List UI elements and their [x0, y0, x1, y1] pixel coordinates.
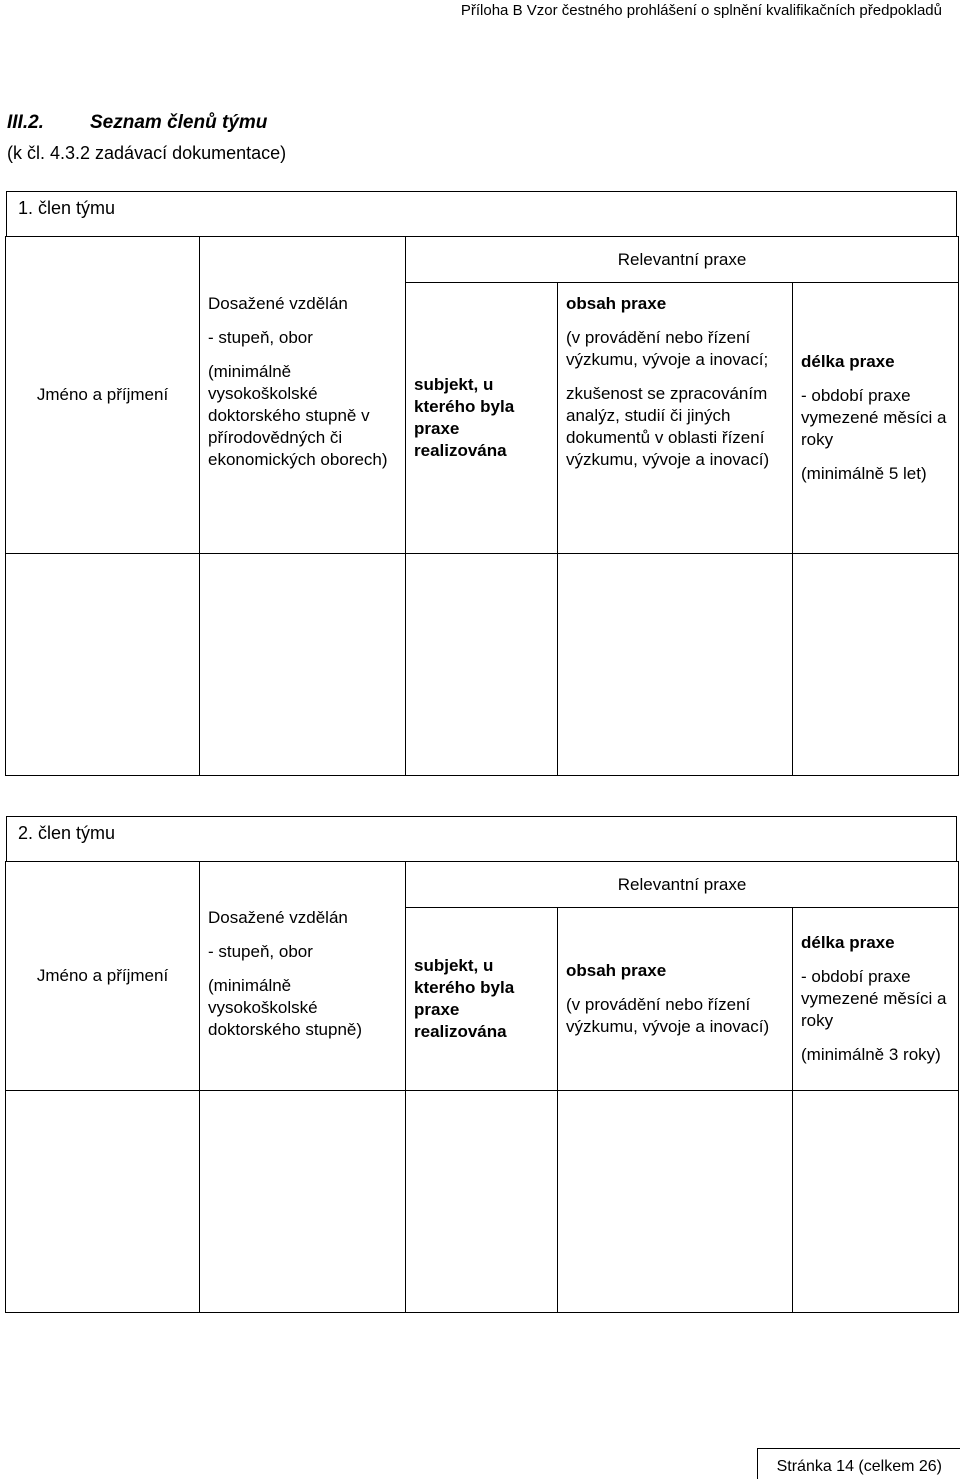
content-title: obsah praxe — [566, 294, 667, 313]
education-header-cell — [200, 908, 406, 1091]
education-header-cell — [200, 283, 406, 554]
length-header-cell — [793, 283, 959, 554]
subject-input-cell[interactable] — [406, 1091, 558, 1313]
subject-input-cell[interactable] — [406, 554, 558, 776]
length-header-cell — [793, 908, 959, 1091]
relevant-practice-label: Relevantní praxe — [617, 874, 747, 894]
length-note-2: (minimálně 3 roky) — [801, 1045, 941, 1064]
page-footer: Stránka 14 (celkem 26) — [776, 1458, 942, 1475]
subject-header-cell — [406, 908, 558, 1091]
length-note-2: (minimálně 5 let) — [801, 464, 927, 483]
name-label: Jméno a příjmení — [36, 966, 169, 985]
content-input-cell[interactable] — [558, 1091, 793, 1313]
name-header-cell — [6, 862, 200, 1091]
section-subtitle: (k čl. 4.3.2 zadávací dokumentace) — [7, 143, 287, 163]
content-note-1: (v provádění nebo řízení výzkumu, vývoje a inovací) — [566, 995, 770, 1036]
education-spacer-cell — [200, 237, 406, 283]
education-degree: - stupeň, obor — [208, 941, 313, 961]
relevant-practice-cell — [406, 237, 959, 283]
section-title: Seznam členů týmu — [90, 112, 268, 133]
education-spacer-cell — [200, 862, 406, 908]
member-2-heading: 2. člen týmu — [6, 816, 957, 862]
subject-label: subjekt, u kterého byla praxe realizována — [414, 375, 515, 460]
member-1-table — [5, 236, 959, 776]
content-header-cell — [558, 908, 793, 1091]
education-title: Dosažené vzdělán — [208, 293, 348, 313]
page-header: Příloha B Vzor čestného prohlášení o splnění kvalifikačních předpokladů — [460, 2, 942, 19]
table-row — [6, 554, 959, 776]
length-input-cell[interactable] — [793, 1091, 959, 1313]
member-1-heading: 1. člen týmu — [6, 191, 957, 237]
content-input-cell[interactable] — [558, 554, 793, 776]
education-note: (minimálně vysokoškolské doktorského stupně v přírodovědných či ekonomických oborech) — [208, 361, 388, 469]
length-note-1: - období praxe vymezené měsíci a roky — [801, 967, 947, 1030]
content-title: obsah praxe — [566, 961, 667, 980]
length-title: délka praxe — [801, 352, 895, 371]
table-row — [6, 1091, 959, 1313]
name-label: Jméno a příjmení — [36, 385, 169, 404]
subject-label: subjekt, u kterého byla praxe realizována — [414, 956, 515, 1041]
relevant-practice-label: Relevantní praxe — [617, 249, 747, 269]
content-note-1: (v provádění nebo řízení výzkumu, vývoje a inovací; — [566, 328, 769, 369]
education-input-cell[interactable] — [200, 1091, 406, 1313]
subject-header-cell — [406, 283, 558, 554]
education-note: (minimálně vysokoškolské doktorského stupně) — [208, 975, 363, 1039]
content-header-cell — [558, 283, 793, 554]
name-input-cell[interactable] — [6, 554, 200, 776]
member-2-table — [5, 861, 959, 1313]
length-input-cell[interactable] — [793, 554, 959, 776]
name-input-cell[interactable] — [6, 1091, 200, 1313]
education-title: Dosažené vzdělán — [208, 907, 348, 927]
name-header-cell — [6, 237, 200, 554]
relevant-practice-cell — [406, 862, 959, 908]
education-degree: - stupeň, obor — [208, 327, 313, 347]
education-input-cell[interactable] — [200, 554, 406, 776]
section-number: III.2. — [7, 112, 44, 133]
length-title: délka praxe — [801, 933, 895, 952]
length-note-1: - období praxe vymezené měsíci a roky — [801, 386, 947, 449]
content-note-2: zkušenost se zpracováním analýz, studií či jiných dokumentů v oblasti řízení výzkumu, vývoje a inovací) — [566, 384, 770, 469]
